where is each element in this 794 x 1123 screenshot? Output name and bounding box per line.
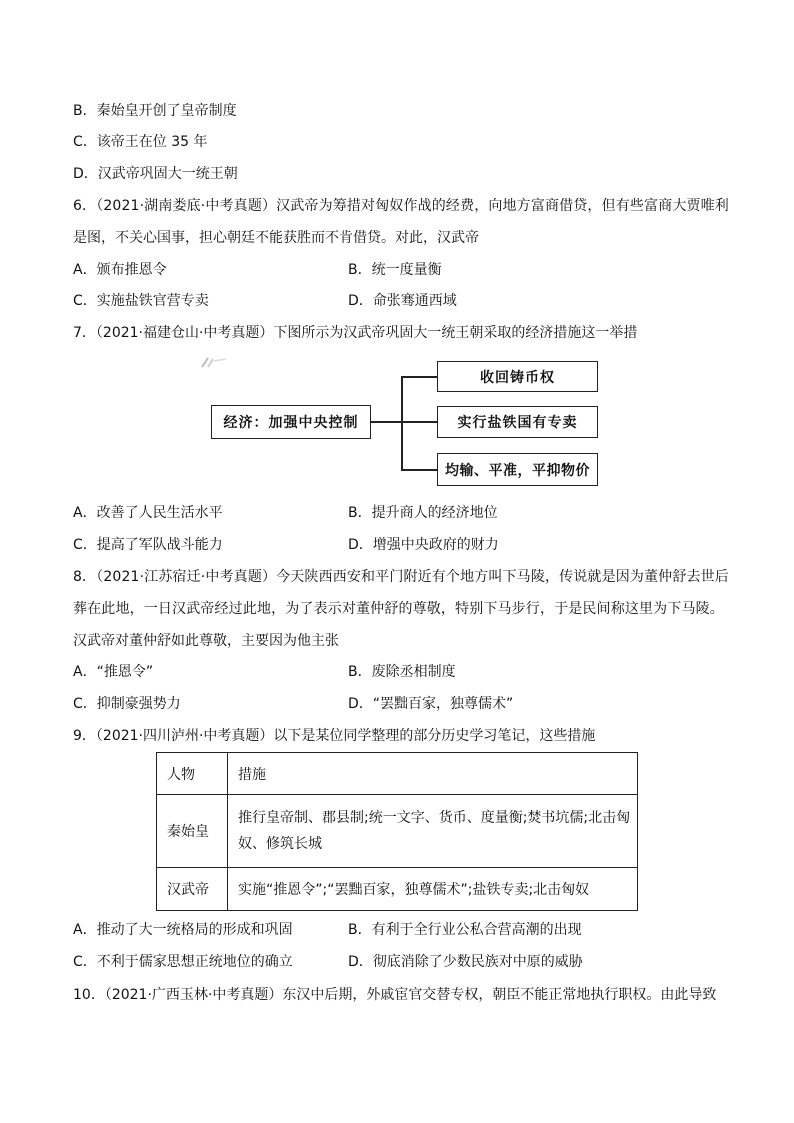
q6-stem-line2: 是图，不关心国事，担心朝廷不能获胜而不肯借贷。对此，汉武帝 xyxy=(73,230,479,246)
diagram-connector xyxy=(401,421,437,423)
table-cell-measures: 实施“推恩令”;“罢黜百家，独尊儒术”;盐铁专卖;北击匈奴 xyxy=(228,868,638,911)
q5-option-c: C．该帝王在位 35 年 xyxy=(73,134,208,150)
q5-option-d: D．汉武帝巩固大一统王朝 xyxy=(73,166,238,182)
diagram-connector xyxy=(371,421,402,423)
q10-stem-line1: 10．（2021·广西玉林·中考真题）东汉中后期，外戚宦官交替专权，朝臣不能正常地执行职权。由此导致 xyxy=(73,987,717,1003)
q9-stem-line1: 9．（2021·四川泸州·中考真题）以下是某位同学整理的部分历史学习笔记，这些措施 xyxy=(73,728,596,744)
table-cell-measures xyxy=(228,795,638,868)
q6-option-c: C．实施盐铁官营专卖 xyxy=(73,293,209,309)
q8-option-a: A．“推恩令” xyxy=(73,664,154,680)
q8-stem-line3: 汉武帝对董仲舒如此尊敬，主要因为他主张 xyxy=(73,633,339,649)
diagram-branch-box: 实行盐铁国有专卖 xyxy=(437,406,598,438)
table-row xyxy=(157,795,638,868)
q8-option-b: B．废除丞相制度 xyxy=(348,664,456,680)
q9-option-d: D．彻底消除了少数民族对中原的威胁 xyxy=(348,954,583,970)
diagram-branch-box: 收回铸币权 xyxy=(437,361,598,392)
diagram-connector xyxy=(401,376,403,470)
diagram-connector xyxy=(401,376,437,378)
q6-stem-line1: 6．（2021·湖南娄底·中考真题）汉武帝为筹措对匈奴作战的经费，向地方富商借贷，但有些富商大贾唯利 xyxy=(73,198,729,214)
table-cell-person: 汉武帝 xyxy=(157,868,228,911)
q6-option-a: A．颁布推恩令 xyxy=(73,262,167,278)
table-cell-measures-line: 推行皇帝制、郡县制;统一文字、货币、度量衡;焚书坑儒;北击匈 xyxy=(238,810,631,826)
history-notes-table xyxy=(156,752,638,911)
decorative-mark-icon xyxy=(200,355,240,369)
q6-option-d: D．命张骞通西域 xyxy=(348,293,457,309)
q8-option-d: D．“罢黜百家，独尊儒术” xyxy=(348,696,514,712)
table-cell-measures-line: 奴、修筑长城 xyxy=(238,836,322,852)
q7-option-b: B．提升商人的经济地位 xyxy=(348,505,498,521)
q7-option-a: A．改善了人民生活水平 xyxy=(73,505,223,521)
q7-option-d: D．增强中央政府的财力 xyxy=(348,537,499,553)
q8-stem-line1: 8．（2021·江苏宿迁·中考真题）今天陕西西安和平门附近有个地方叫下马陵，传说就是因为董仲舒去世后 xyxy=(73,569,729,585)
q9-option-c: C．不利于儒家思想正统地位的确立 xyxy=(73,954,293,970)
q5-option-b: B．秦始皇开创了皇帝制度 xyxy=(73,103,237,119)
table-cell-person: 秦始皇 xyxy=(157,795,228,868)
diagram-connector xyxy=(401,469,437,471)
table-row xyxy=(157,868,638,911)
diagram-branch-box: 均输、平准，平抑物价 xyxy=(437,453,598,486)
table-header-person: 人物 xyxy=(157,753,228,795)
q8-option-c: C．抑制豪强势力 xyxy=(73,696,181,712)
q7-stem-line1: 7．（2021·福建仓山·中考真题）下图所示为汉武帝巩固大一统王朝采取的经济措施这一举措 xyxy=(73,325,638,341)
table-row xyxy=(157,753,638,795)
diagram-root-box: 经济：加强中央控制 xyxy=(211,405,371,439)
q8-stem-line2: 葬在此地，一日汉武帝经过此地，为了表示对董仲舒的尊敬，特别下马步行，于是民间称这里为下马陵。 xyxy=(73,601,724,617)
table-header-measures: 措施 xyxy=(228,753,638,795)
q9-option-b: B．有利于全行业公私合营高潮的出现 xyxy=(348,922,582,938)
q7-option-c: C．提高了军队战斗能力 xyxy=(73,537,223,553)
q9-option-a: A．推动了大一统格局的形成和巩固 xyxy=(73,922,293,938)
q6-option-b: B．统一度量衡 xyxy=(348,262,442,278)
